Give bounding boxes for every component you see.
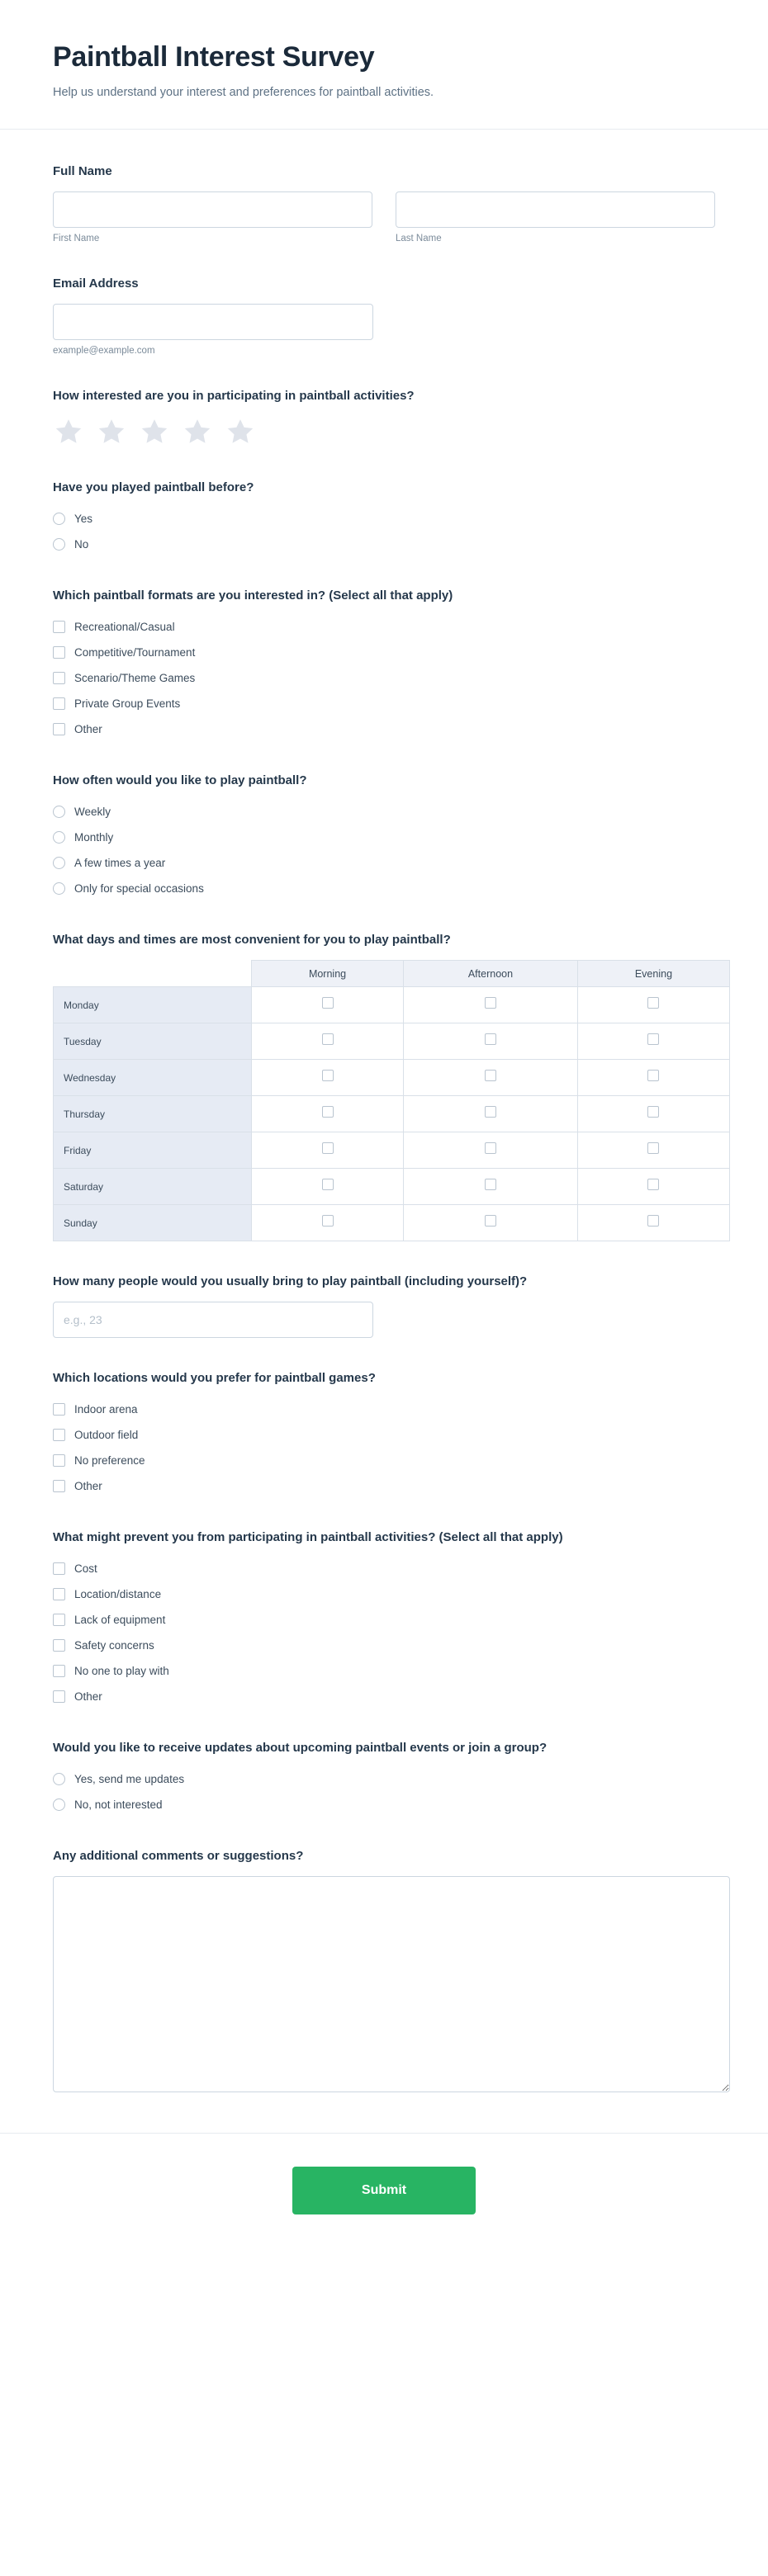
matrix-cell-saturday-morning[interactable] (252, 1169, 404, 1205)
page-subtitle: Help us understand your interest and preferences for paintball activities. (53, 86, 434, 99)
checkbox-square-icon[interactable] (322, 1070, 334, 1081)
checkbox-square-icon[interactable] (485, 1142, 496, 1154)
choice-label: No preference (74, 1454, 145, 1467)
choice-label: Other (74, 1480, 102, 1492)
choice-label: Yes (74, 513, 93, 525)
first-name-group (53, 191, 372, 243)
choice-label: Weekly (74, 806, 111, 818)
field-label-group-size: How many people would you usually bring to play paintball (including yourself)? (53, 1274, 528, 1288)
star-icon-1[interactable] (53, 416, 84, 447)
matrix-cell-sunday-morning[interactable] (252, 1205, 404, 1241)
checkbox-square-icon[interactable] (322, 1033, 334, 1045)
first-name-sublabel: First Name (53, 234, 100, 243)
star-icon-3[interactable] (139, 416, 170, 447)
choice-label: Lack of equipment (74, 1614, 166, 1626)
matrix-corner-cell (54, 961, 252, 987)
choice-label: Only for special occasions (74, 882, 204, 895)
form-header (0, 0, 768, 130)
checkbox-square-icon[interactable] (485, 1033, 496, 1045)
radio-circle-icon[interactable] (53, 882, 65, 895)
checkbox-square-icon[interactable] (53, 1690, 65, 1703)
email-field[interactable] (53, 304, 373, 340)
checkbox-square-icon[interactable] (322, 1142, 334, 1154)
field-locations (53, 1369, 715, 1497)
field-frequency (53, 772, 715, 900)
table-row (54, 1023, 730, 1060)
matrix-cell-thursday-evening[interactable] (577, 1096, 729, 1132)
matrix-cell-tuesday-evening[interactable] (577, 1023, 729, 1060)
field-formats (53, 587, 715, 740)
comments-textarea[interactable] (53, 1876, 730, 2092)
checkbox-square-icon[interactable] (322, 997, 334, 1009)
checkbox-square-icon[interactable] (322, 1179, 334, 1190)
matrix-cell-friday-evening[interactable] (577, 1132, 729, 1169)
table-row (54, 1096, 730, 1132)
choice-label: Scenario/Theme Games (74, 672, 196, 684)
radio-circle-icon[interactable] (53, 831, 65, 844)
field-updates (53, 1739, 715, 1816)
matrix-cell-monday-afternoon[interactable] (404, 987, 578, 1023)
last-name-input[interactable] (396, 191, 715, 228)
field-email (53, 275, 715, 356)
radio-circle-icon[interactable] (53, 513, 65, 525)
checkbox-square-icon[interactable] (53, 697, 65, 710)
checkbox-square-icon[interactable] (53, 646, 65, 659)
checkbox-square-icon[interactable] (485, 1070, 496, 1081)
field-interest-rating (53, 387, 715, 447)
table-row (54, 1169, 730, 1205)
formats-options (53, 616, 715, 740)
matrix-cell-tuesday-morning[interactable] (252, 1023, 404, 1060)
checkbox-square-icon[interactable] (647, 1106, 659, 1118)
last-name-group (396, 191, 715, 243)
choice-label: Location/distance (74, 1588, 162, 1600)
field-label-comments: Any additional comments or suggestions? (53, 1849, 304, 1863)
matrix-row-label-thursday: Thursday (54, 1096, 252, 1132)
radio-frequency-weekly[interactable] (53, 801, 715, 823)
checkbox-barrier-location-distance[interactable] (53, 1583, 715, 1605)
submit-button[interactable]: Submit (292, 2167, 476, 2214)
frequency-options (53, 801, 715, 900)
matrix-row-label-wednesday: Wednesday (54, 1060, 252, 1096)
field-label-frequency: How often would you like to play paintball? (53, 773, 307, 787)
matrix-col-afternoon: Afternoon (404, 961, 578, 987)
choice-label: Other (74, 1690, 102, 1703)
checkbox-square-icon[interactable] (53, 1614, 65, 1626)
matrix-col-evening: Evening (577, 961, 729, 987)
form-footer (0, 2133, 768, 2261)
star-icon-5[interactable] (225, 416, 256, 447)
checkbox-square-icon[interactable] (485, 1215, 496, 1227)
checkbox-square-icon[interactable] (53, 1639, 65, 1652)
choice-label: Safety concerns (74, 1639, 154, 1652)
checkbox-barrier-safety[interactable] (53, 1634, 715, 1657)
choice-label: Cost (74, 1562, 97, 1575)
field-comments (53, 1847, 715, 2096)
field-label-full-name: Full Name (53, 164, 112, 178)
checkbox-square-icon[interactable] (485, 1179, 496, 1190)
radio-circle-icon[interactable] (53, 538, 65, 551)
group-size-input[interactable] (53, 1302, 373, 1338)
played-before-options (53, 508, 715, 555)
form-body (0, 130, 768, 2096)
matrix-cell-thursday-afternoon[interactable] (404, 1096, 578, 1132)
radio-played-before-yes[interactable] (53, 508, 715, 530)
radio-frequency-monthly[interactable] (53, 826, 715, 848)
checkbox-square-icon[interactable] (53, 1562, 65, 1575)
checkbox-location-indoor[interactable] (53, 1398, 715, 1420)
choice-label: Other (74, 723, 102, 735)
availability-matrix-table (53, 960, 730, 1241)
last-name-sublabel: Last Name (396, 234, 442, 243)
radio-updates-yes[interactable] (53, 1768, 715, 1790)
choice-label: No (74, 538, 89, 551)
matrix-cell-saturday-evening[interactable] (577, 1169, 729, 1205)
checkbox-format-scenario[interactable] (53, 667, 715, 689)
choice-label: Recreational/Casual (74, 621, 175, 633)
checkbox-square-icon[interactable] (647, 1142, 659, 1154)
choice-label: Outdoor field (74, 1429, 139, 1441)
checkbox-format-private-group[interactable] (53, 692, 715, 715)
checkbox-square-icon[interactable] (322, 1215, 334, 1227)
matrix-cell-wednesday-morning[interactable] (252, 1060, 404, 1096)
choice-label: Competitive/Tournament (74, 646, 196, 659)
checkbox-square-icon[interactable] (647, 1070, 659, 1081)
checkbox-barrier-cost[interactable] (53, 1557, 715, 1580)
radio-circle-icon[interactable] (53, 857, 65, 869)
star-rating[interactable] (53, 416, 715, 447)
checkbox-barrier-no-one-to-play[interactable] (53, 1660, 715, 1682)
field-label-availability-matrix: What days and times are most convenient for you to play paintball? (53, 933, 451, 947)
field-label-formats: Which paintball formats are you interested in? (Select all that apply) (53, 588, 453, 603)
table-row (54, 1060, 730, 1096)
checkbox-square-icon[interactable] (647, 1033, 659, 1045)
checkbox-square-icon[interactable] (53, 621, 65, 633)
radio-frequency-special-occasions[interactable] (53, 877, 715, 900)
field-label-barriers: What might prevent you from participating in paintball activities? (Select all that apply) (53, 1530, 563, 1544)
choice-label: A few times a year (74, 857, 166, 869)
matrix-cell-sunday-evening[interactable] (577, 1205, 729, 1241)
checkbox-square-icon[interactable] (53, 723, 65, 735)
choice-label: Yes, send me updates (74, 1773, 185, 1785)
checkbox-format-recreational[interactable] (53, 616, 715, 638)
checkbox-location-other[interactable] (53, 1475, 715, 1497)
locations-options (53, 1398, 715, 1497)
matrix-cell-friday-morning[interactable] (252, 1132, 404, 1169)
matrix-cell-sunday-afternoon[interactable] (404, 1205, 578, 1241)
matrix-row-label-friday: Friday (54, 1132, 252, 1169)
matrix-row-label-saturday: Saturday (54, 1169, 252, 1205)
table-row (54, 1132, 730, 1169)
field-label-email: Email Address (53, 277, 139, 291)
field-availability-matrix (53, 931, 715, 1241)
choice-label: Indoor arena (74, 1403, 138, 1416)
matrix-row-label-tuesday: Tuesday (54, 1023, 252, 1060)
matrix-cell-monday-morning[interactable] (252, 987, 404, 1023)
matrix-cell-wednesday-evening[interactable] (577, 1060, 729, 1096)
updates-options (53, 1768, 715, 1816)
field-played-before (53, 479, 715, 555)
checkbox-square-icon[interactable] (485, 997, 496, 1009)
barriers-options (53, 1557, 715, 1708)
choice-label: No, not interested (74, 1798, 163, 1811)
matrix-header-row (54, 961, 730, 987)
matrix-cell-saturday-afternoon[interactable] (404, 1169, 578, 1205)
checkbox-square-icon[interactable] (53, 1665, 65, 1677)
checkbox-square-icon[interactable] (53, 1588, 65, 1600)
checkbox-square-icon[interactable] (53, 1429, 65, 1441)
first-name-input[interactable] (53, 191, 372, 228)
choice-label: Monthly (74, 831, 114, 844)
checkbox-square-icon[interactable] (647, 1215, 659, 1227)
field-label-locations: Which locations would you prefer for paintball games? (53, 1371, 376, 1385)
checkbox-barrier-other[interactable] (53, 1685, 715, 1708)
checkbox-location-outdoor[interactable] (53, 1424, 715, 1446)
radio-played-before-no[interactable] (53, 533, 715, 555)
field-label-updates: Would you like to receive updates about upcoming paintball events or join a group? (53, 1741, 548, 1755)
checkbox-square-icon[interactable] (322, 1106, 334, 1118)
page-title: Paintball Interest Survey (53, 41, 375, 73)
field-group-size (53, 1273, 715, 1338)
radio-frequency-few-times-year[interactable] (53, 852, 715, 874)
matrix-cell-friday-afternoon[interactable] (404, 1132, 578, 1169)
matrix-col-morning: Morning (252, 961, 404, 987)
choice-label: Private Group Events (74, 697, 181, 710)
checkbox-square-icon[interactable] (53, 1403, 65, 1416)
matrix-cell-monday-evening[interactable] (577, 987, 729, 1023)
field-barriers (53, 1529, 715, 1708)
checkbox-square-icon[interactable] (53, 1480, 65, 1492)
star-icon-2[interactable] (96, 416, 127, 447)
checkbox-square-icon[interactable] (53, 1454, 65, 1467)
radio-circle-icon[interactable] (53, 1798, 65, 1811)
matrix-cell-wednesday-afternoon[interactable] (404, 1060, 578, 1096)
table-row (54, 987, 730, 1023)
radio-circle-icon[interactable] (53, 806, 65, 818)
checkbox-format-competitive[interactable] (53, 641, 715, 664)
matrix-row-label-sunday: Sunday (54, 1205, 252, 1241)
checkbox-square-icon[interactable] (53, 672, 65, 684)
choice-label: No one to play with (74, 1665, 169, 1677)
checkbox-format-other[interactable] (53, 718, 715, 740)
table-row (54, 1205, 730, 1241)
checkbox-location-no-preference[interactable] (53, 1449, 715, 1472)
radio-updates-no[interactable] (53, 1794, 715, 1816)
checkbox-square-icon[interactable] (647, 997, 659, 1009)
checkbox-barrier-lack-equipment[interactable] (53, 1609, 715, 1631)
field-label-interest-rating: How interested are you in participating in paintball activities? (53, 389, 415, 403)
matrix-cell-thursday-morning[interactable] (252, 1096, 404, 1132)
field-full-name (53, 163, 715, 243)
checkbox-square-icon[interactable] (485, 1106, 496, 1118)
star-icon-4[interactable] (182, 416, 213, 447)
checkbox-square-icon[interactable] (647, 1179, 659, 1190)
email-sublabel: example@example.com (53, 346, 155, 356)
matrix-row-label-monday: Monday (54, 987, 252, 1023)
field-label-played-before: Have you played paintball before? (53, 480, 254, 494)
matrix-cell-tuesday-afternoon[interactable] (404, 1023, 578, 1060)
radio-circle-icon[interactable] (53, 1773, 65, 1785)
